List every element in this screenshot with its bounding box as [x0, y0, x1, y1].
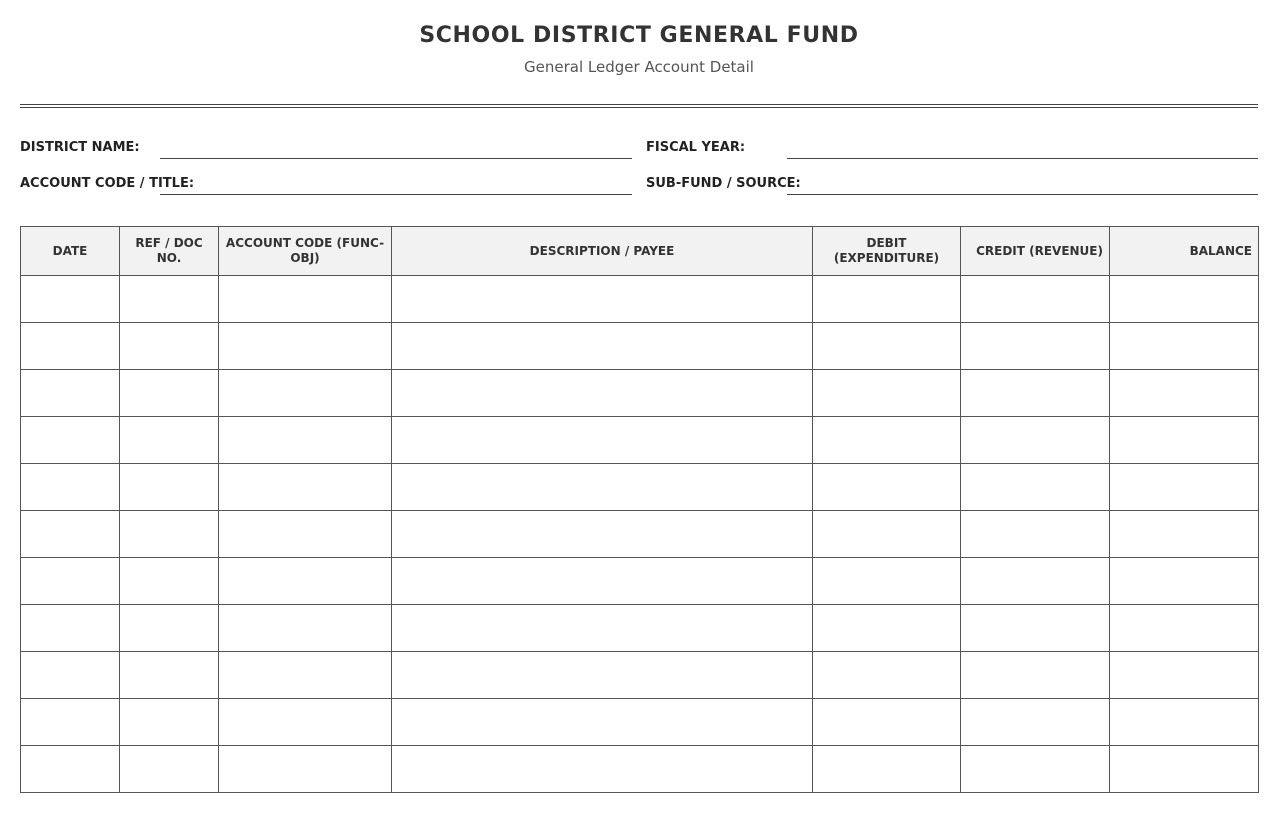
district-name-field[interactable] — [160, 158, 632, 159]
account-code-cell[interactable] — [219, 746, 392, 793]
table-row — [21, 511, 1259, 558]
table-row — [21, 746, 1259, 793]
debit-cell[interactable] — [813, 746, 961, 793]
debit-cell[interactable] — [813, 464, 961, 511]
column-header-debit: DEBIT (EXPENDITURE) — [813, 227, 961, 276]
date-cell[interactable] — [21, 323, 120, 370]
description-cell[interactable] — [392, 511, 813, 558]
account-code-cell[interactable] — [219, 276, 392, 323]
column-header-credit: CREDIT (REVENUE) — [961, 227, 1110, 276]
description-cell[interactable] — [392, 558, 813, 605]
debit-cell[interactable] — [813, 605, 961, 652]
table-header-row — [21, 227, 1259, 276]
column-header-description-payee: DESCRIPTION / PAYEE — [392, 227, 813, 276]
balance-cell[interactable] — [1110, 417, 1259, 464]
date-cell[interactable] — [21, 511, 120, 558]
account-code-cell[interactable] — [219, 605, 392, 652]
table-row — [21, 605, 1259, 652]
fiscal-year-label: FISCAL YEAR: — [646, 140, 746, 155]
account-code-title-label: ACCOUNT CODE / TITLE: — [20, 176, 195, 191]
date-cell[interactable] — [21, 417, 120, 464]
header-divider — [20, 104, 1258, 108]
account-code-cell[interactable] — [219, 699, 392, 746]
column-header-date: DATE — [21, 227, 120, 276]
balance-cell[interactable] — [1110, 652, 1259, 699]
balance-cell[interactable] — [1110, 511, 1259, 558]
balance-cell[interactable] — [1110, 464, 1259, 511]
debit-cell[interactable] — [813, 417, 961, 464]
fiscal-year-field[interactable] — [787, 158, 1258, 159]
date-cell[interactable] — [21, 276, 120, 323]
ref-doc-cell[interactable] — [120, 605, 219, 652]
account-code-title-field[interactable] — [160, 194, 632, 195]
description-cell[interactable] — [392, 464, 813, 511]
description-cell[interactable] — [392, 652, 813, 699]
column-header-account-code: ACCOUNT CODE (FUNC-OBJ) — [219, 227, 392, 276]
ref-doc-cell[interactable] — [120, 511, 219, 558]
account-code-cell[interactable] — [219, 558, 392, 605]
credit-cell[interactable] — [961, 558, 1110, 605]
page-subtitle: General Ledger Account Detail — [524, 58, 754, 76]
credit-cell[interactable] — [961, 699, 1110, 746]
date-cell[interactable] — [21, 746, 120, 793]
sub-fund-source-field[interactable] — [787, 194, 1258, 195]
date-cell[interactable] — [21, 605, 120, 652]
account-code-cell[interactable] — [219, 323, 392, 370]
ref-doc-cell[interactable] — [120, 464, 219, 511]
table-row — [21, 276, 1259, 323]
ref-doc-cell[interactable] — [120, 323, 219, 370]
credit-cell[interactable] — [961, 323, 1110, 370]
balance-cell[interactable] — [1110, 323, 1259, 370]
ref-doc-cell[interactable] — [120, 746, 219, 793]
ref-doc-cell[interactable] — [120, 652, 219, 699]
debit-cell[interactable] — [813, 370, 961, 417]
description-cell[interactable] — [392, 370, 813, 417]
date-cell[interactable] — [21, 370, 120, 417]
description-cell[interactable] — [392, 323, 813, 370]
credit-cell[interactable] — [961, 511, 1110, 558]
debit-cell[interactable] — [813, 511, 961, 558]
district-name-label: DISTRICT NAME: — [20, 140, 140, 155]
table-row — [21, 323, 1259, 370]
description-cell[interactable] — [392, 746, 813, 793]
credit-cell[interactable] — [961, 417, 1110, 464]
ref-doc-cell[interactable] — [120, 370, 219, 417]
account-code-cell[interactable] — [219, 464, 392, 511]
table-row — [21, 652, 1259, 699]
ledger-table — [20, 226, 1259, 793]
ref-doc-cell[interactable] — [120, 417, 219, 464]
account-code-cell[interactable] — [219, 417, 392, 464]
sub-fund-source-label: SUB-FUND / SOURCE: — [646, 176, 801, 191]
ref-doc-cell[interactable] — [120, 558, 219, 605]
credit-cell[interactable] — [961, 464, 1110, 511]
debit-cell[interactable] — [813, 652, 961, 699]
column-header-ref-doc-no: REF / DOC NO. — [120, 227, 219, 276]
ledger-body — [21, 276, 1259, 793]
debit-cell[interactable] — [813, 699, 961, 746]
page-title: SCHOOL DISTRICT GENERAL FUND — [419, 23, 859, 48]
debit-cell[interactable] — [813, 558, 961, 605]
table-row — [21, 370, 1259, 417]
debit-cell[interactable] — [813, 276, 961, 323]
date-cell[interactable] — [21, 464, 120, 511]
credit-cell[interactable] — [961, 652, 1110, 699]
account-code-cell[interactable] — [219, 652, 392, 699]
credit-cell[interactable] — [961, 276, 1110, 323]
credit-cell[interactable] — [961, 746, 1110, 793]
credit-cell[interactable] — [961, 605, 1110, 652]
date-cell[interactable] — [21, 652, 120, 699]
balance-cell[interactable] — [1110, 699, 1259, 746]
balance-cell[interactable] — [1110, 370, 1259, 417]
credit-cell[interactable] — [961, 370, 1110, 417]
date-cell[interactable] — [21, 558, 120, 605]
description-cell[interactable] — [392, 699, 813, 746]
table-row — [21, 417, 1259, 464]
date-cell[interactable] — [21, 699, 120, 746]
balance-cell[interactable] — [1110, 558, 1259, 605]
account-code-cell[interactable] — [219, 511, 392, 558]
ref-doc-cell[interactable] — [120, 699, 219, 746]
debit-cell[interactable] — [813, 323, 961, 370]
account-code-cell[interactable] — [219, 370, 392, 417]
table-row — [21, 558, 1259, 605]
balance-cell[interactable] — [1110, 605, 1259, 652]
description-cell[interactable] — [392, 276, 813, 323]
description-cell[interactable] — [392, 417, 813, 464]
balance-cell[interactable] — [1110, 276, 1259, 323]
balance-cell[interactable] — [1110, 746, 1259, 793]
table-row — [21, 464, 1259, 511]
description-cell[interactable] — [392, 605, 813, 652]
column-header-balance: BALANCE — [1110, 227, 1259, 276]
ref-doc-cell[interactable] — [120, 276, 219, 323]
table-row — [21, 699, 1259, 746]
